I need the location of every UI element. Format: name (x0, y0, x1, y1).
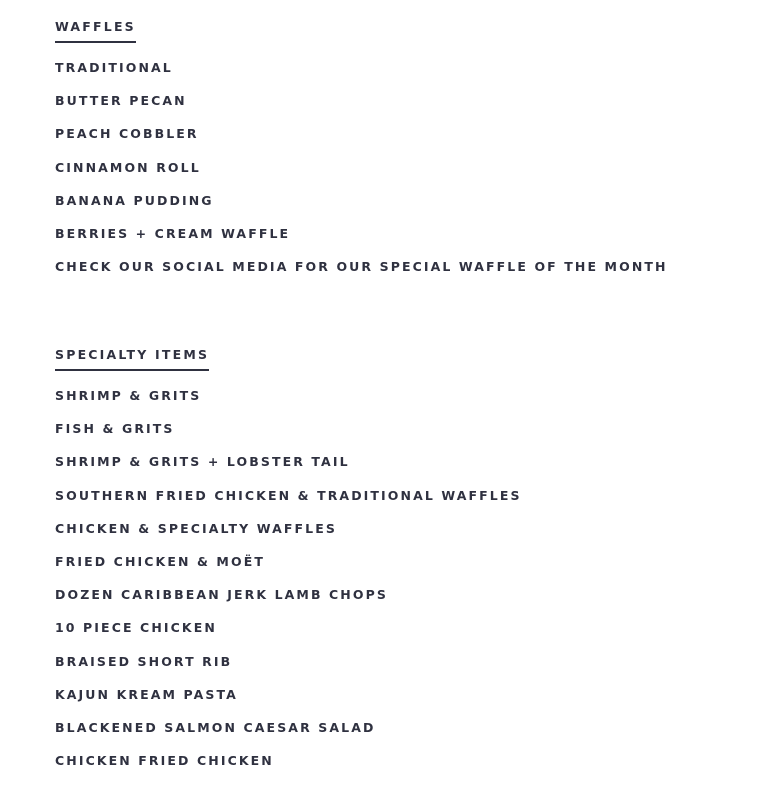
menu-item: DOZEN CARIBBEAN JERK LAMB CHOPS (55, 587, 388, 603)
menu-item: SHRIMP & GRITS + LOBSTER TAIL (55, 454, 350, 470)
menu-item: CHECK OUR SOCIAL MEDIA FOR OUR SPECIAL WAFFLE OF THE MONTH (55, 259, 668, 275)
menu-item: FRIED CHICKEN & MOËT (55, 553, 265, 569)
menu-item: CHICKEN FRIED CHICKEN (55, 753, 274, 769)
section-heading-specialty-items: SPECIALTY ITEMS (55, 347, 209, 371)
menu-item: CINNAMON ROLL (55, 159, 201, 175)
menu-item: KAJUN KREAM PASTA (55, 686, 238, 702)
menu-item: 10 PIECE CHICKEN (55, 620, 217, 636)
menu-item: BRAISED SHORT RIB (55, 653, 233, 669)
menu-item: SOUTHERN FRIED CHICKEN & TRADITIONAL WAFFLES (55, 487, 522, 503)
menu-item: BLACKENED SALMON CAESAR SALAD (55, 719, 376, 735)
waffles-section (55, 16, 668, 292)
menu-item: PEACH COBBLER (55, 126, 199, 142)
menu-item: FISH & GRITS (55, 421, 175, 437)
menu-item: BANANA PUDDING (55, 192, 214, 208)
menu-item: BUTTER PECAN (55, 93, 187, 109)
section-heading-waffles: WAFFLES (55, 19, 136, 43)
specialty-item-list (55, 388, 522, 786)
menu-item: CHICKEN & SPECIALTY WAFFLES (55, 520, 337, 536)
menu-item: BERRIES + CREAM WAFFLE (55, 225, 291, 241)
waffles-item-list (55, 60, 668, 292)
specialty-items-section (55, 344, 522, 786)
menu-item: SHRIMP & GRITS (55, 388, 202, 403)
menu-item: TRADITIONAL (55, 60, 173, 75)
